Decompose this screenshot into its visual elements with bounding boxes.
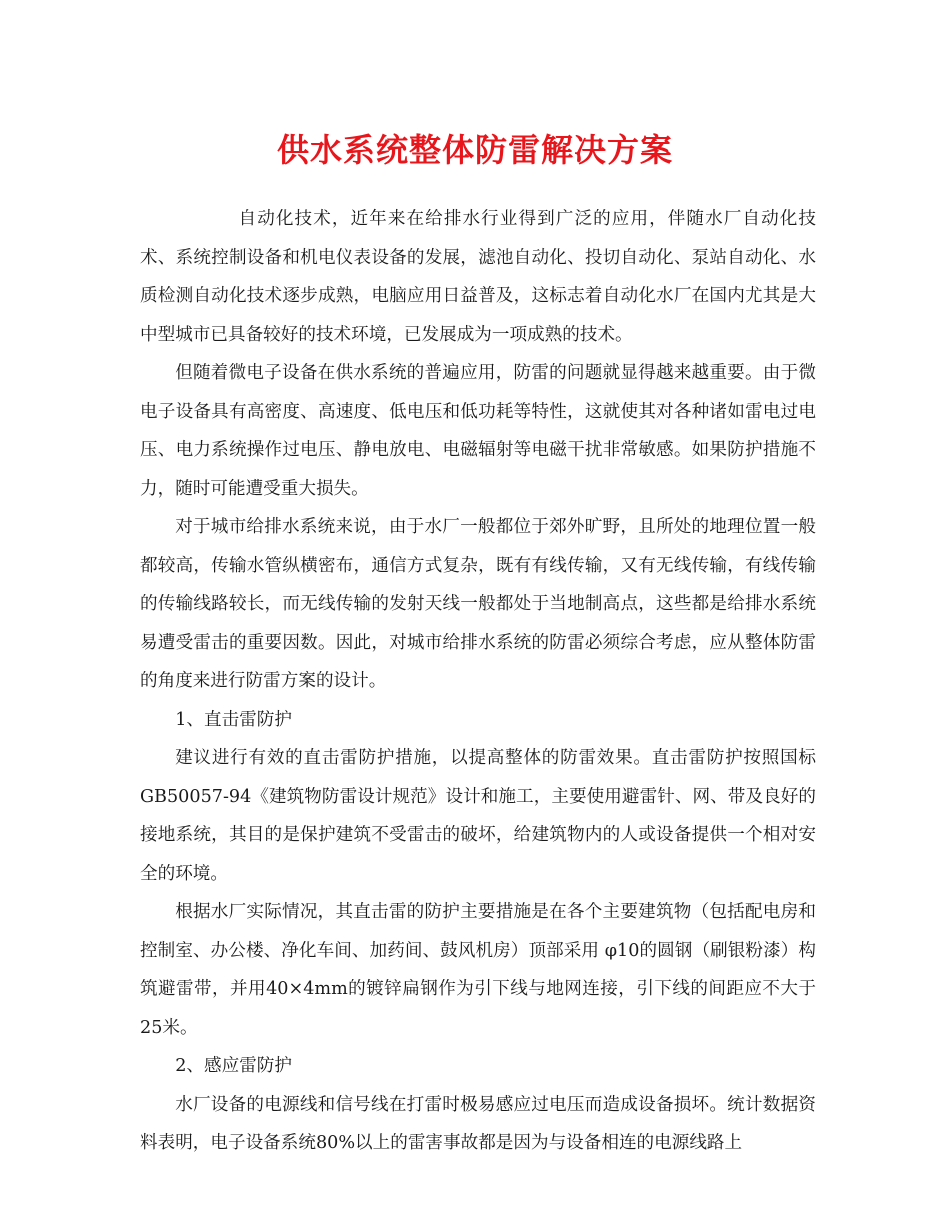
paragraph-induced-lightning: 水厂设备的电源线和信号线在打雷时极易感应过电压而造成设备损坏。统计数据资料表明，电子设备系统80%以上的雷害事故都是因为与设备相连的电源线路上 — [140, 1094, 816, 1153]
document-body — [140, 200, 816, 1163]
document-title: 供水系统整体防雷解决方案 — [276, 131, 673, 169]
paragraph-direct-lightning: 建议进行有效的直击雷防护措施，以提高整体的防雷效果。直击雷防护按照国标GB50057-94《建筑物防雷设计规范》设计和施工，主要使用避雷针、网、带及良好的接地系统，其目的是保护建筑不受雷击的破坏，给建筑物内的人或设备提供一个相对安全的环境。 — [140, 748, 816, 884]
paragraph-microelectronics: 但随着微电子设备在供水系统的普遍应用，防雷的问题就显得越来越重要。由于微电子设备具有高密度、高速度、低电压和低功耗等特性，这就使其对各种诸如雷电过电压、电力系统操作过电压、静电放电、电磁辐射等电磁干扰非常敏感。如果防护措施不力，随时可能遭受重大损失。 — [140, 363, 816, 499]
section-heading-direct-lightning: 1、直击雷防护 — [175, 709, 292, 730]
paragraph-plant-measures: 根据水厂实际情况，其直击雷的防护主要措施是在各个主要建筑物（包括配电房和控制室、办公楼、净化车间、加药间、鼓风机房）顶部采用 φ10的圆钢（刷银粉漆）构筑避雷带，并用40×4mm的镀锌扁钢作为引下线与地网连接，引下线的间距应不大于25米。 — [140, 902, 816, 1038]
section-heading-induced-lightning: 2、感应雷防护 — [175, 1056, 292, 1076]
paragraph-intro: 自动化技术，近年来在给排水行业得到广泛的应用，伴随水厂自动化技术、系统控制设备和机电仪表设备的发展，滤池自动化、投切自动化、泵站自动化、水质检测自动化技术逐步成熟，电脑应用日益普及，这标志着自动化水厂在国内尤其是大中型城市已具备较好的技术环境，已发展成为一项成熟的技术。 — [140, 209, 816, 345]
paragraph-water-system: 对于城市给排水系统来说，由于水厂一般都位于郊外旷野，且所处的地理位置一般都较高，传输水管纵横密布，通信方式复杂，既有有线传输，又有无线传输，有线传输的传输线路较长，而无线传输的发射天线一般都处于当地制高点，这些都是给排水系统易遭受雷击的重要因数。因此，对城市给排水系统的防雷必须综合考虑，应从整体防雷的角度来进行防雷方案的设计。 — [140, 517, 816, 691]
